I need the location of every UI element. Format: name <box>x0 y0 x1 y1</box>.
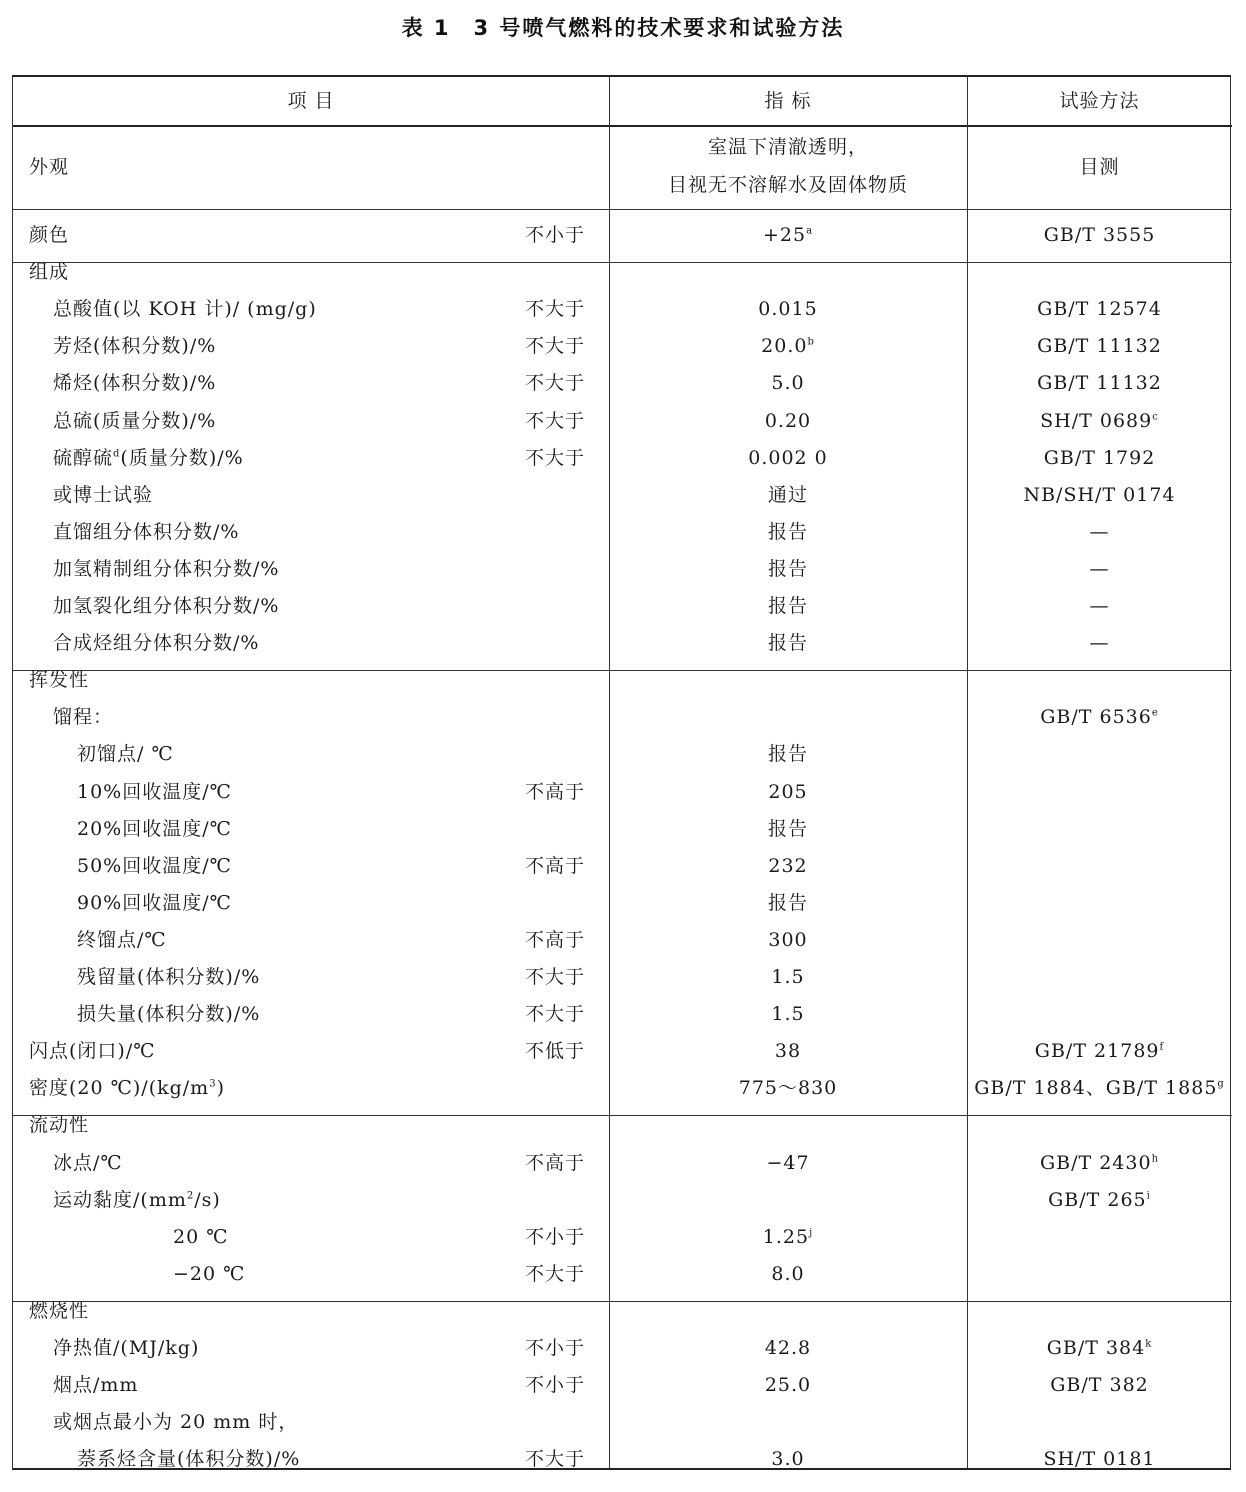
row-color-limit <box>525 223 605 247</box>
row-combustion-label <box>29 1299 509 1323</box>
row-sulfur-limit <box>525 409 605 433</box>
row-visc20-value <box>609 1225 967 1249</box>
row-hydrotreated-label <box>53 557 533 581</box>
row-distillation-method <box>967 705 1232 729</box>
row-acid-label <box>53 297 533 321</box>
row-hydrotreated-method-text: — <box>1089 557 1110 580</box>
row-composition-label <box>29 260 509 284</box>
row-heat-label <box>53 1336 533 1360</box>
row-residue-value-text: 1.5 <box>771 966 805 988</box>
header-index-text: 指 标 <box>764 90 812 112</box>
row-olefins-limit-text: 不大于 <box>525 372 586 395</box>
row-viscm20-limit <box>525 1262 605 1286</box>
appearance-index-line2-text: 目视无不溶解水及固体物质 <box>667 174 908 196</box>
row-viscm20-label-text: −20 ℃ <box>173 1262 246 1285</box>
column-divider <box>609 77 610 1468</box>
row-synthetic-label <box>53 631 533 655</box>
row-visc20-limit <box>525 1225 605 1249</box>
row-loss-limit-text: 不大于 <box>525 1003 586 1026</box>
spec-table <box>12 75 1231 1470</box>
row-residue-value <box>609 965 967 989</box>
row-loss-value-text: 1.5 <box>771 1003 805 1026</box>
footnote-marker: 2 <box>186 1190 195 1202</box>
row-aromatics-limit <box>525 334 605 358</box>
row-synthetic-method <box>967 631 1232 655</box>
row-density-label <box>29 1076 509 1100</box>
row-loss-value <box>609 1002 967 1026</box>
row-aromatics-label <box>53 334 533 358</box>
row-volatility-label <box>29 668 509 692</box>
row-r20-value-text: 报告 <box>767 817 808 840</box>
row-fbp-label <box>77 928 557 952</box>
row-flash-method <box>967 1039 1232 1063</box>
row-synthetic-value-text: 报告 <box>767 632 808 655</box>
appearance-index-line1-text: 室温下清澈透明， <box>707 136 868 158</box>
row-viscm20-value-text: 8.0 <box>771 1262 805 1285</box>
row-r50-value-text: 232 <box>768 854 808 877</box>
row-r50-value <box>609 854 967 878</box>
row-smoke-value <box>609 1373 967 1397</box>
row-color-label-text: 颜色 <box>29 224 70 246</box>
row-r90-value <box>609 891 967 915</box>
row-heat-limit <box>525 1336 605 1360</box>
row-r10-value <box>609 780 967 804</box>
row-sulfur-value-text: 0.20 <box>764 409 812 432</box>
row-freezing-limit-text: 不高于 <box>525 1151 586 1174</box>
row-viscosity-label <box>53 1188 533 1212</box>
row-sulfur-label-text: 总硫(质量分数)/% <box>53 409 217 432</box>
row-visc20-value-text: 1.25 <box>762 1225 810 1248</box>
row-density-label-text-tail: ) <box>216 1077 226 1100</box>
row-loss-limit <box>525 1002 605 1026</box>
row-naphthalene-value-text: 3.0 <box>771 1448 805 1471</box>
row-hydrotreated-label-text: 加氢精制组分体积分数/% <box>53 557 280 580</box>
footnote-marker: f <box>1159 1041 1165 1053</box>
row-aromatics-value <box>609 334 967 358</box>
row-smoke-method <box>967 1373 1232 1397</box>
row-acid-method-text: GB/T 12574 <box>1037 298 1162 321</box>
row-synthetic-method-text: — <box>1089 632 1110 655</box>
row-fbp-limit <box>525 928 605 952</box>
row-flash-method-text: GB/T 21789 <box>1034 1040 1160 1063</box>
header-index <box>609 89 967 113</box>
row-hydrocracked-method <box>967 594 1232 618</box>
row-doctor-value <box>609 483 967 507</box>
row-r10-label <box>77 780 557 804</box>
footnote-marker: k <box>1145 1338 1153 1350</box>
row-olefins-method-text: GB/T 11132 <box>1037 372 1162 395</box>
row-mercaptan-label <box>53 446 533 470</box>
header-method <box>967 89 1232 113</box>
footnote-marker: j <box>809 1227 814 1239</box>
header-method-text: 试验方法 <box>1059 90 1140 112</box>
row-fbp-limit-text: 不高于 <box>525 928 586 951</box>
row-density-method-text: GB/T 1884、GB/T 1885 <box>974 1077 1218 1100</box>
row-r50-limit <box>525 854 605 878</box>
row-synthetic-value <box>609 631 967 655</box>
row-mercaptan-method-text: GB/T 1792 <box>1043 446 1156 469</box>
row-naphthalene-method <box>967 1447 1232 1471</box>
row-visc20-limit-text: 不小于 <box>525 1225 586 1248</box>
row-viscm20-value <box>609 1262 967 1286</box>
row-combustion-label-text: 燃烧性 <box>29 1299 90 1322</box>
row-hydrocracked-label-text: 加氢裂化组分体积分数/% <box>53 595 280 617</box>
row-r50-label-text: 50%回收温度/℃ <box>77 854 232 877</box>
row-heat-value-text: 42.8 <box>764 1337 812 1359</box>
row-color-label <box>29 223 509 247</box>
row-acid-value-text: 0.015 <box>758 298 818 321</box>
row-color-method <box>967 223 1232 247</box>
appearance-label-text: 外观 <box>29 156 70 178</box>
row-residue-label <box>77 965 557 989</box>
row-straight-label <box>53 520 533 544</box>
row-smoke-limit <box>525 1373 605 1397</box>
row-density-value-text: 775～830 <box>738 1077 838 1100</box>
row-mercaptan-limit <box>525 446 605 470</box>
footnote-marker: e <box>1151 707 1159 719</box>
row-hydrocracked-value <box>609 594 967 618</box>
row-r20-label-text: 20%回收温度/℃ <box>77 817 232 840</box>
row-doctor-label-text: 或博士试验 <box>53 483 154 506</box>
column-divider <box>967 77 968 1468</box>
row-viscosity-label-text-tail: /s) <box>194 1188 221 1211</box>
row-residue-limit-text: 不大于 <box>525 966 586 988</box>
row-viscosity-label-text: 运动黏度/(mm <box>53 1188 187 1211</box>
row-acid-value <box>609 297 967 321</box>
row-r10-value-text: 205 <box>768 780 808 803</box>
row-olefins-limit <box>525 371 605 395</box>
row-divider <box>13 125 1232 127</box>
row-smoke-limit-text: 不小于 <box>525 1374 586 1397</box>
row-aromatics-limit-text: 不大于 <box>525 335 586 358</box>
row-hydrocracked-label <box>53 594 533 618</box>
footnote-marker: i <box>1146 1190 1151 1202</box>
row-sulfur-method-text: SH/T 0689 <box>1040 409 1153 432</box>
footnote-marker: 3 <box>209 1078 217 1090</box>
row-distillation-label <box>53 705 533 729</box>
row-smoke-method-text: GB/T 382 <box>1050 1374 1149 1397</box>
row-aromatics-value-text: 20.0 <box>761 335 808 358</box>
row-fbp-value <box>609 928 967 952</box>
row-heat-method-text: GB/T 384 <box>1046 1337 1146 1359</box>
footnote-marker: d <box>113 448 121 460</box>
row-naphthalene-label <box>77 1447 557 1471</box>
row-color-value <box>609 223 967 247</box>
row-distillation-label-text: 馏程： <box>53 706 114 729</box>
row-divider <box>13 209 1232 210</box>
row-olefins-value <box>609 371 967 395</box>
row-density-method <box>967 1076 1232 1100</box>
row-sulfur-method <box>967 409 1232 433</box>
row-fluidity-label <box>29 1113 509 1137</box>
row-hydrocracked-value-text: 报告 <box>767 595 808 617</box>
row-acid-limit-text: 不大于 <box>525 298 586 321</box>
row-olefins-method <box>967 371 1232 395</box>
row-naphthalene-method-text: SH/T 0181 <box>1043 1448 1156 1471</box>
row-ibp-value-text: 报告 <box>767 743 808 766</box>
row-straight-value-text: 报告 <box>767 520 808 543</box>
row-hydrotreated-value-text: 报告 <box>767 557 808 580</box>
appearance-method <box>967 155 1232 179</box>
row-mercaptan-value-text: 0.002 0 <box>748 446 828 469</box>
row-naphthalene-limit-text: 不大于 <box>525 1448 586 1471</box>
footnote-marker: g <box>1217 1078 1225 1090</box>
header-item <box>13 89 609 113</box>
row-acid-limit <box>525 297 605 321</box>
row-mercaptan-label-text: 硫醇硫 <box>53 446 114 469</box>
row-flash-value-text: 38 <box>774 1040 802 1063</box>
row-olefins-label-text: 烯烃(体积分数)/% <box>53 372 217 395</box>
appearance-label <box>29 155 329 179</box>
row-smoke_alt-label <box>53 1410 533 1434</box>
row-flash-label-text: 闪点(闭口)/℃ <box>29 1040 156 1063</box>
row-mercaptan-label-text-tail: (质量分数)/% <box>120 446 244 469</box>
row-flash-value <box>609 1039 967 1063</box>
row-viscosity-method <box>967 1188 1232 1212</box>
row-freezing-label <box>53 1151 533 1175</box>
row-heat-value <box>609 1336 967 1360</box>
row-heat-limit-text: 不小于 <box>525 1337 586 1359</box>
row-ibp-value <box>609 742 967 766</box>
row-sulfur-value <box>609 409 967 433</box>
footnote-marker: h <box>1151 1153 1160 1165</box>
row-freezing-value <box>609 1151 967 1175</box>
row-olefins-value-text: 5.0 <box>771 372 805 395</box>
row-density-value <box>609 1076 967 1100</box>
row-doctor-method-text: NB/SH/T 0174 <box>1023 483 1176 506</box>
row-smoke-value-text: 25.0 <box>764 1374 812 1397</box>
row-doctor-method <box>967 483 1232 507</box>
row-sulfur-label <box>53 409 533 433</box>
row-mercaptan-method <box>967 446 1232 470</box>
row-r50-limit-text: 不高于 <box>525 854 586 877</box>
row-viscm20-limit-text: 不大于 <box>525 1262 586 1285</box>
row-doctor-label <box>53 483 533 507</box>
row-smoke-label <box>53 1373 533 1397</box>
footnote-marker: a <box>806 225 814 237</box>
row-r10-label-text: 10%回收温度/℃ <box>77 780 232 803</box>
footnote-marker: b <box>807 336 815 348</box>
row-r50-label <box>77 854 557 878</box>
row-straight-method-text: — <box>1089 520 1110 543</box>
row-flash-label <box>29 1039 509 1063</box>
row-freezing-method <box>967 1151 1232 1175</box>
row-fbp-label-text: 终馏点/℃ <box>77 928 167 951</box>
row-r90-label <box>77 891 557 915</box>
row-naphthalene-value <box>609 1447 967 1471</box>
row-freezing-method-text: GB/T 2430 <box>1039 1151 1152 1174</box>
row-ibp-label-text: 初馏点/ ℃ <box>77 743 174 766</box>
row-color-value-text: +25 <box>762 224 807 246</box>
row-straight-label-text: 直馏组分体积分数/% <box>53 520 240 543</box>
row-color-limit-text: 不小于 <box>525 224 586 246</box>
row-r90-value-text: 报告 <box>767 891 808 914</box>
row-synthetic-label-text: 合成烃组分体积分数/% <box>53 632 260 655</box>
row-aromatics-method <box>967 334 1232 358</box>
row-residue-limit <box>525 965 605 989</box>
header-item-text: 项 目 <box>287 90 335 112</box>
row-olefins-label <box>53 371 533 395</box>
row-hydrotreated-value <box>609 557 967 581</box>
row-fluidity-label-text: 流动性 <box>29 1114 90 1137</box>
row-hydrocracked-method-text: — <box>1089 595 1110 617</box>
row-straight-method <box>967 520 1232 544</box>
row-flash-limit-text: 不低于 <box>525 1040 586 1063</box>
row-freezing-label-text: 冰点/℃ <box>53 1151 123 1174</box>
row-doctor-value-text: 通过 <box>767 483 808 506</box>
row-r20-value <box>609 817 967 841</box>
row-ibp-label <box>77 742 557 766</box>
appearance-index-line2 <box>609 173 967 197</box>
row-smoke_alt-label-text: 或烟点最小为 20 mm 时， <box>53 1411 299 1434</box>
row-aromatics-label-text: 芳烃(体积分数)/% <box>53 335 217 358</box>
row-visc20-label-text: 20 ℃ <box>173 1225 229 1248</box>
row-sulfur-limit-text: 不大于 <box>525 409 586 432</box>
row-loss-label-text: 损失量(体积分数)/% <box>77 1003 261 1026</box>
row-flash-limit <box>525 1039 605 1063</box>
row-volatility-label-text: 挥发性 <box>29 669 90 692</box>
row-heat-label-text: 净热值/(MJ/kg) <box>53 1337 200 1359</box>
appearance-index-line1 <box>609 135 967 159</box>
appearance-method-text: 目测 <box>1079 156 1120 178</box>
row-loss-label <box>77 1002 557 1026</box>
row-hydrotreated-method <box>967 557 1232 581</box>
row-r90-label-text: 90%回收温度/℃ <box>77 891 232 914</box>
row-r10-limit <box>525 780 605 804</box>
row-composition-label-text: 组成 <box>29 261 70 284</box>
row-acid-method <box>967 297 1232 321</box>
row-freezing-value-text: −47 <box>766 1151 810 1174</box>
row-viscosity-method-text: GB/T 265 <box>1048 1188 1147 1211</box>
row-residue-label-text: 残留量(体积分数)/% <box>77 966 261 988</box>
row-naphthalene-label-text: 萘系烃含量(体积分数)/% <box>77 1448 301 1471</box>
row-heat-method <box>967 1336 1232 1360</box>
row-freezing-limit <box>525 1151 605 1175</box>
row-mercaptan-value <box>609 446 967 470</box>
row-smoke-label-text: 烟点/mm <box>53 1374 139 1397</box>
row-r10-limit-text: 不高于 <box>525 780 586 803</box>
table-title: 表 1 3 号喷气燃料的技术要求和试验方法 <box>401 16 845 40</box>
row-fbp-value-text: 300 <box>768 928 808 951</box>
row-acid-label-text: 总酸值(以 KOH 计)/ (mg/g) <box>53 298 317 321</box>
row-mercaptan-limit-text: 不大于 <box>525 446 586 469</box>
row-r20-label <box>77 817 557 841</box>
row-distillation-method-text: GB/T 6536 <box>1040 706 1152 729</box>
footnote-marker: c <box>1152 411 1159 423</box>
row-aromatics-method-text: GB/T 11132 <box>1037 335 1162 358</box>
row-color-method-text: GB/T 3555 <box>1043 224 1156 246</box>
row-straight-value <box>609 520 967 544</box>
row-density-label-text: 密度(20 ℃)/(kg/m <box>29 1077 210 1100</box>
row-naphthalene-limit <box>525 1447 605 1471</box>
